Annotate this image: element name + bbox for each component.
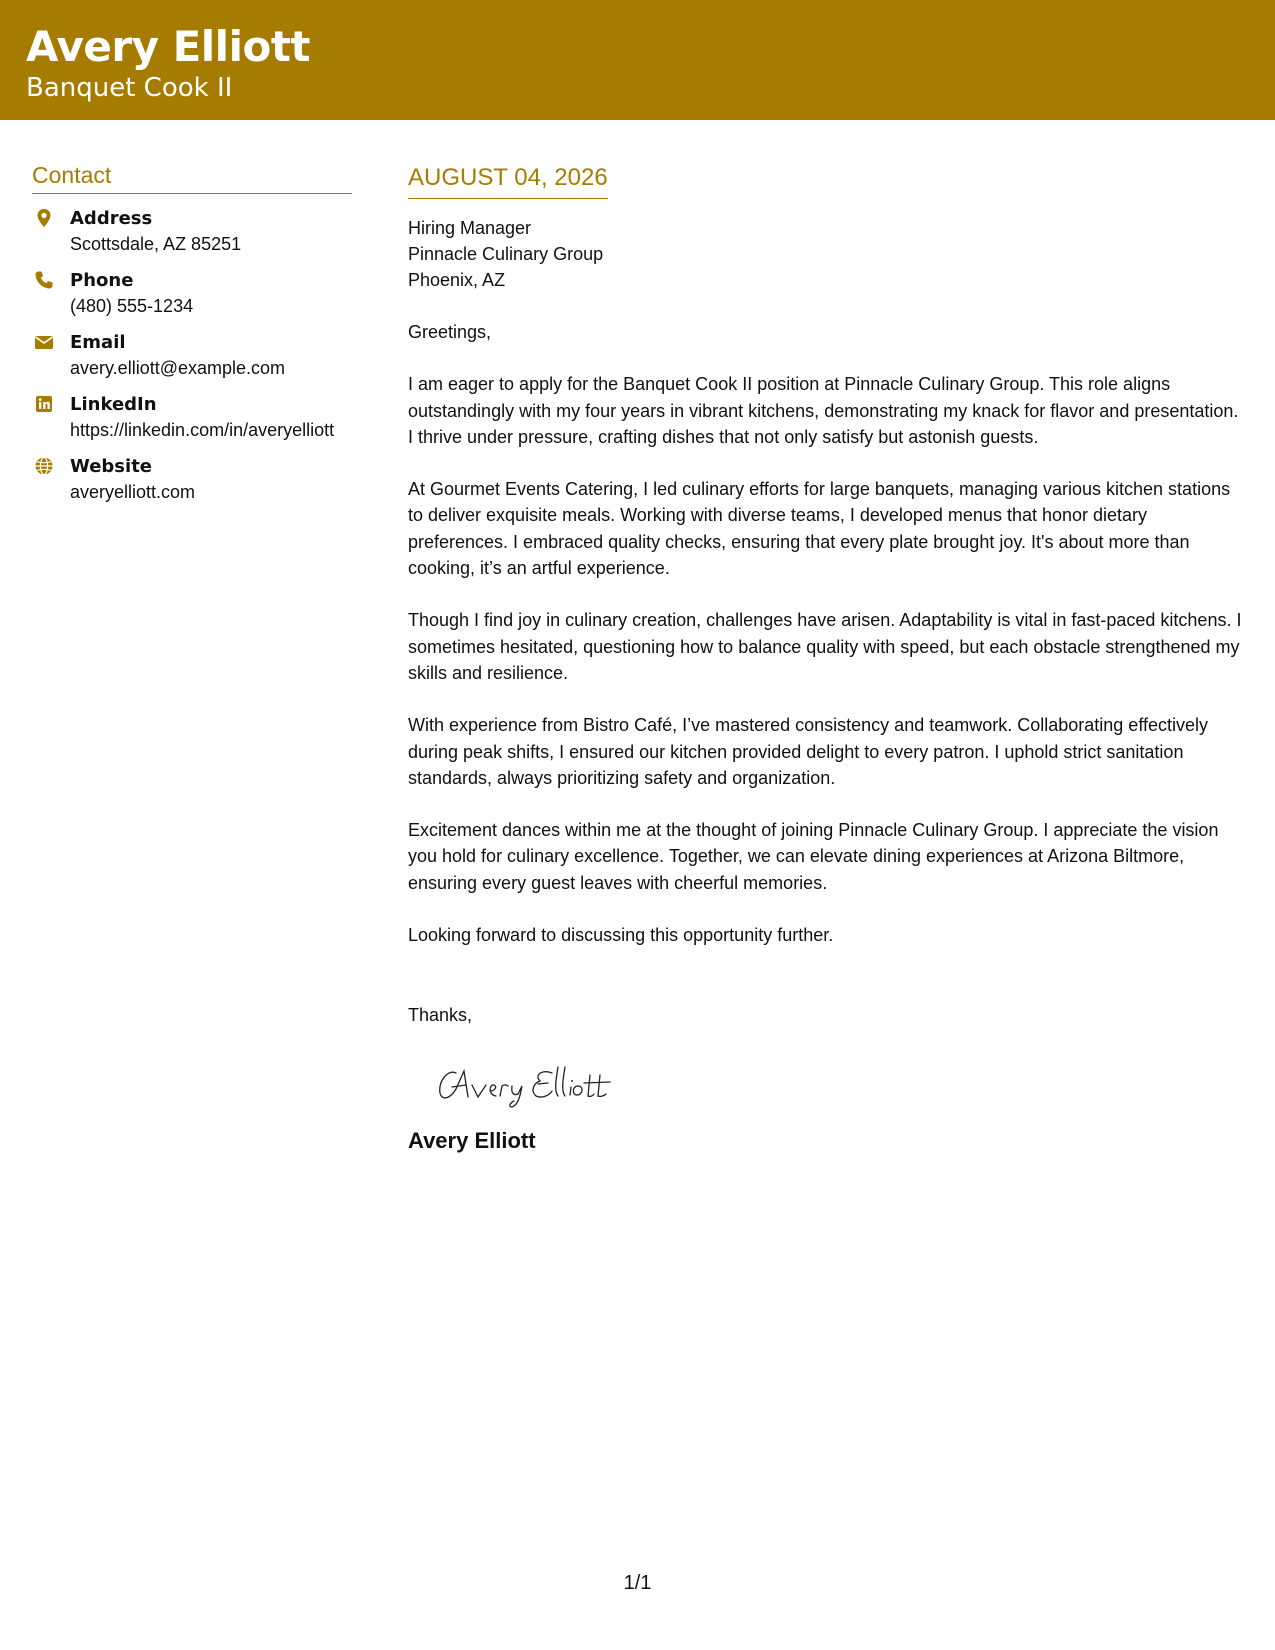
handwritten-signature — [434, 1059, 644, 1109]
contact-address — [32, 206, 352, 256]
paragraph: Looking forward to discussing this opportunity further. — [408, 925, 834, 946]
website-value[interactable]: averyelliott.com — [70, 482, 196, 502]
email-label: Email — [70, 332, 126, 353]
contact-linkedin — [32, 392, 352, 442]
envelope-icon — [34, 332, 54, 352]
applicant-title: Banquet Cook II — [26, 73, 233, 103]
letter-date: AUGUST 04, 2026 — [408, 164, 608, 199]
linkedin-icon — [34, 394, 54, 414]
paragraph: I am eager to apply for the Banquet Cook II position at Pinnacle Culinary Group. This role aligns outstandingly with my four years in vibrant kitchens, demonstrating my knack for flavor and presentation. I thrive under pressure, crafting dishes that not only satisfy but astonish guests. — [408, 374, 1239, 447]
phone-value: (480) 555-1234 — [70, 296, 194, 316]
contact-website — [32, 454, 352, 504]
contact-phone — [32, 268, 352, 318]
address-label: Address — [70, 208, 153, 229]
greeting: Greetings, — [408, 322, 492, 342]
map-pin-icon — [34, 208, 54, 228]
phone-icon — [34, 270, 54, 290]
linkedin-label: LinkedIn — [70, 394, 157, 415]
letter-body — [408, 164, 1248, 1154]
paragraph: With experience from Bistro Café, I’ve mastered consistency and teamwork. Collaborating effectively during peak shifts, I ensured our kitchen provided delight to every patron. I uphold strict sanitation standards, always prioritizing safety and organization. — [408, 715, 1209, 788]
address-value: Scottsdale, AZ 85251 — [70, 234, 242, 254]
website-label: Website — [70, 456, 153, 477]
email-value: avery.elliott@example.com — [70, 358, 286, 378]
contact-sidebar — [32, 162, 352, 516]
paragraph: At Gourmet Events Catering, I led culinary efforts for large banquets, managing various kitchen stations to deliver exquisite meals. Working with diverse teams, I developed menus that honor dietary preferences. I embraced quality checks, ensuring that every plate brought joy. It's about more than cooking, it’s an artful experience. — [408, 479, 1231, 579]
applicant-name: Avery Elliott — [26, 22, 310, 71]
closing: Thanks, — [408, 1005, 473, 1026]
recipient-line: Hiring Manager — [408, 218, 532, 238]
signer-name: Avery Elliott — [408, 1127, 536, 1153]
globe-icon — [34, 456, 54, 476]
phone-label: Phone — [70, 270, 134, 291]
linkedin-value[interactable]: https://linkedin.com/in/averyelliott — [70, 420, 335, 440]
contact-email — [32, 330, 352, 380]
recipient-line: Phoenix, AZ — [408, 270, 506, 290]
paragraph: Excitement dances within me at the thought of joining Pinnacle Culinary Group. I appreciate the vision you hold for culinary excellence. Together, we can elevate dining experiences at Arizona Biltmore, ensuring every guest leaves with cheerful memories. — [408, 820, 1219, 893]
header-banner — [0, 0, 1275, 120]
recipient-line: Pinnacle Culinary Group — [408, 244, 604, 264]
contact-heading: Contact — [32, 162, 352, 194]
recipient-block — [408, 215, 1248, 293]
page-number: 1/1 — [623, 1572, 652, 1594]
paragraph: Though I find joy in culinary creation, challenges have arisen. Adaptability is vital in fast-paced kitchens. I sometimes hesitated, questioning how to balance quality with speed, but each obstacle strengthened my skills and resilience. — [408, 610, 1242, 683]
